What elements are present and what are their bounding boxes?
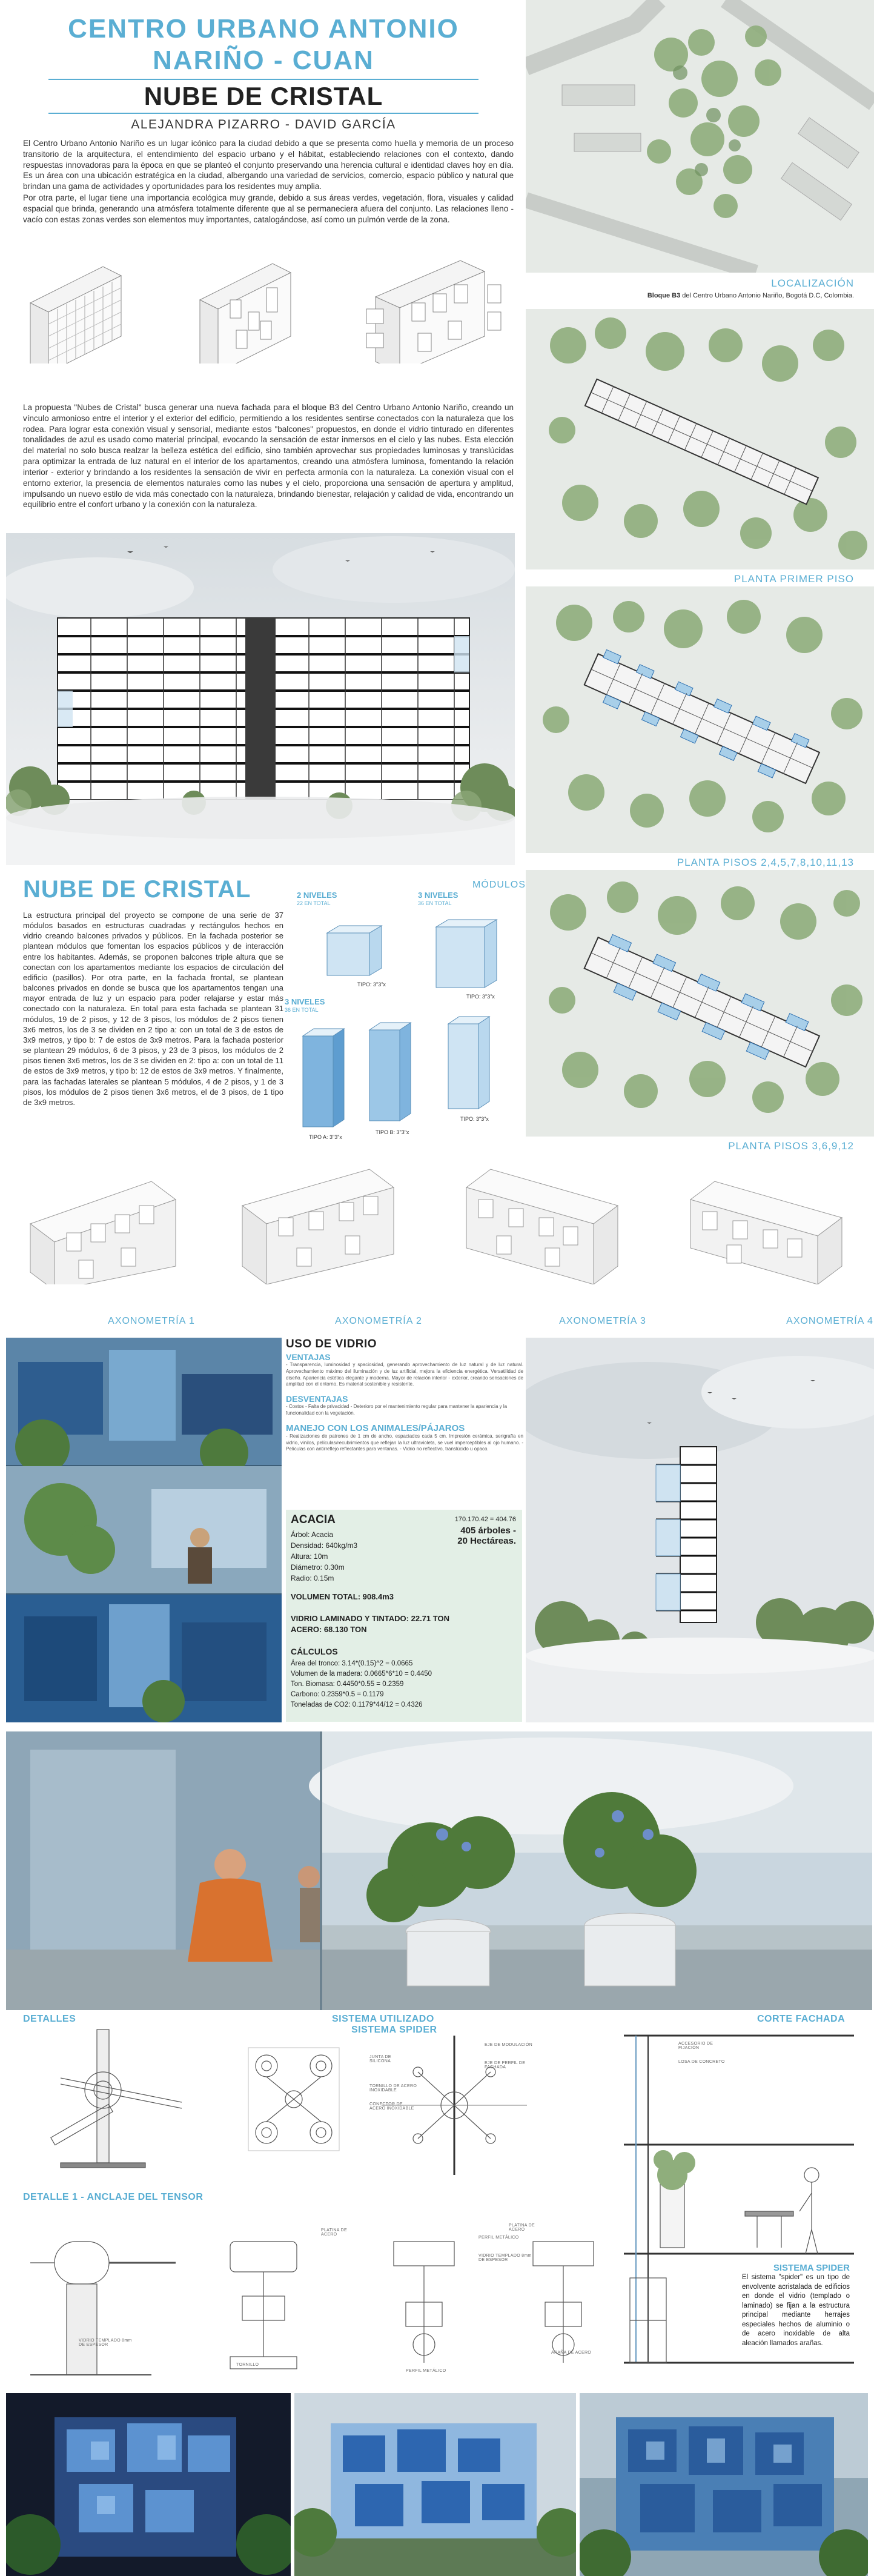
- header-block: [12, 13, 515, 132]
- side-section-render: [526, 1338, 874, 1722]
- typical-floor-label-a: PLANTA PISOS 2,4,5,7,8,10,11,13: [677, 857, 854, 868]
- project-subtitle: NUBE DE CRISTAL: [144, 82, 383, 110]
- tree-count: 405 árboles -: [460, 1525, 516, 1536]
- module-type-b: TIPO B: 3"3"x: [376, 1129, 409, 1135]
- laminated-glass-total: VIDRIO LAMINADO Y TINTADO: 22.71 TON: [291, 1614, 449, 1623]
- glass-disadvantages-text: - Costos - Falta de privacidad - Deterioro por el mantenimiento regular para mantener la apariencia y la funcionalidad con la vegetación.: [286, 1404, 508, 1416]
- calc-line-1: Área del tronco: 3.14*(0.15)^2 = 0.0665: [291, 1660, 413, 1667]
- calc-line-2: Volumen de la madera: 0.0665*6*10 = 0.4450: [291, 1670, 432, 1678]
- axonometry-drawings: [6, 1163, 866, 1284]
- module-2-niveles-label: 2 NIVELES: [297, 891, 337, 900]
- spider-system-heading: SISTEMA SPIDER: [351, 2025, 437, 2035]
- label-fixing-accessory: ACCESORIO DE FIJACIÓN: [678, 2042, 713, 2050]
- balcony-perspective-render: [6, 1731, 872, 2010]
- glass-advantages-heading: VENTAJAS: [286, 1352, 331, 1362]
- modules-title: NUBE DE CRISTAL: [23, 876, 251, 903]
- label-facade-profile-axis: EJE DE PERFIL DE FACHADA: [485, 2061, 526, 2070]
- system-used-heading: SISTEMA UTILIZADO: [332, 2014, 434, 2024]
- hectares: 20 Hectáreas.: [457, 1536, 516, 1546]
- tree-height: Altura: 10m: [291, 1552, 328, 1561]
- tree-density: Densidad: 640kg/m3: [291, 1541, 358, 1550]
- typical-floor-plan-b: [526, 870, 874, 1137]
- location-caption-block: Bloque B3: [647, 292, 681, 299]
- calculations-heading: CÁLCULOS: [291, 1647, 338, 1656]
- glass-advantages-text: - Transparencia, luminosidad y spaciosidad, generando aprovechamiento de luz natural y de luz natural. Aprovechamiento máximo del iluminación y de luz artificial, mejora la eficiencia energética. Versatilidad de diseño. Apariencia estética elegante y moderna. Mayor de relación interior - exterior, creando sensaciones de amplitud con el entorno. Es material sostenible y resistente.: [286, 1362, 523, 1387]
- label-steel-plate-2: PLATINA DE ACERO: [509, 2223, 535, 2232]
- axonometry-label-1: AXONOMETRÍA 1: [108, 1316, 195, 1326]
- axonometry-label-2: AXONOMETRÍA 2: [335, 1316, 422, 1326]
- module-type-a: TIPO A: 3"3"x: [309, 1134, 342, 1140]
- module-diagrams: [285, 891, 521, 1145]
- module-type-1: TIPO: 3"3"x: [357, 981, 386, 988]
- module-type-c: TIPO: 3"3"x: [460, 1116, 489, 1122]
- tree-formula: 170.170.42 = 404.76: [454, 1516, 516, 1523]
- detail-1-heading: DETALLE 1 - ANCLAJE DEL TENSOR: [23, 2192, 204, 2202]
- glass-title: USO DE VIDRIO: [286, 1338, 377, 1350]
- label-metal-profile-2: PERFIL METÁLICO: [406, 2369, 446, 2373]
- spider-explanation-title: SISTEMA SPIDER: [773, 2263, 850, 2273]
- tree-species-name: ACACIA: [291, 1513, 336, 1526]
- typical-floor-label-b: PLANTA PISOS 3,6,9,12: [728, 1140, 854, 1152]
- render-left-stack: [6, 1338, 282, 1722]
- axonometry-label-3: AXONOMETRÍA 3: [559, 1316, 646, 1326]
- bottom-render-3: [580, 2393, 868, 2576]
- bird-handling-heading: MANEJO CON LOS ANIMALES/PÁJAROS: [286, 1422, 465, 1433]
- tree-diameter: Diámetro: 0.30m: [291, 1563, 345, 1572]
- facade-elevation-render: [6, 533, 515, 865]
- label-concrete-slab: LOSA DE CONCRETO: [678, 2060, 725, 2064]
- page-title-line2: NARIÑO - CUAN: [153, 45, 374, 75]
- tree-species: Árbol: Acacia: [291, 1530, 334, 1539]
- total-volume: VOLUMEN TOTAL: 908.4m3: [291, 1592, 394, 1601]
- authors: ALEJANDRA PIZARRO - DAVID GARCÍA: [131, 118, 396, 131]
- steel-total: ACERO: 68.130 TON: [291, 1625, 367, 1634]
- module-3-niveles-count-a: 36 EN TOTAL: [418, 900, 452, 906]
- tree-radius: Radio: 0.15m: [291, 1574, 334, 1582]
- module-2-niveles-count: 22 EN TOTAL: [297, 900, 331, 906]
- label-screw: TORNILLO: [236, 2363, 259, 2367]
- details-heading: DETALLES: [23, 2014, 76, 2024]
- module-type-2: TIPO: 3"3"x: [466, 994, 495, 1000]
- location-plan: [526, 0, 874, 273]
- intro-paragraph-3: La propuesta "Nubes de Cristal" busca generar una nueva fachada para el bloque B3 del Centro Urbano Antonio Nariño, creando un vínculo armonioso entre el interior y el exterior del edificio, permitiendo a los residentes sentirse conectados con la naturaleza que los rodea. Para lograr esta conexión visual y sensorial, mediante estos "balcones" propuestos, en donde el vidrio tinturado en diferentes tonalidades de azul es usado como material principal, evocando la sensación de estar inmersos en el cielo y las nubes. Esta elección del material no solo busca realzar la belleza estética del edificio, sino también aprovechar sus propiedades luminosas y translúcidas para optimizar la entrada de luz natural en el interior de los apartamentos, creando una atmósfera luminosa, fomentando la relación interior - exterior y brindando a los residentes la sensación de vivir en perfecta armonía con la naturaleza. La conexión visual con el entorno exterior, la presencia de elementos naturales como las nubes y el cielo, proporciona una sensación de apertura y amplitud, impulsando un nuevo estilo de vida más conectado con la naturaleza, brindando bienestar, relajación y calidad de vida, encontrando un equilibrio entre el confort urbano y la conexión con la naturaleza.: [23, 403, 514, 510]
- label-steel-spider: ARAÑA DE ACERO: [551, 2351, 592, 2355]
- label-silicone-joint: JUNTA DE SILICONA: [369, 2055, 391, 2063]
- isometric-diagrams: [18, 242, 515, 363]
- bottom-render-1: [6, 2393, 291, 2576]
- location-label: LOCALIZACIÓN: [771, 277, 854, 289]
- location-caption: [526, 292, 854, 299]
- module-3-niveles-label-a: 3 NIVELES: [418, 891, 459, 900]
- glass-usage-panel: [286, 1338, 523, 1453]
- calc-line-4: Carbono: 0.2359*0.5 = 0.1179: [291, 1691, 384, 1698]
- bird-handling-text: - Realizaciones de patrones de 1 cm de ancho, espaciados cada 5 cm. Impresión cerámica, serigrafía en vidrio, vinilos, películas/recubrimientos que reflejan la luz ultravioleta, se vuel imperceptibles al ojo humano. - Películas con antirreflejo reflectantes para ventanas. - Vidrio no reflectivo, translúcido u opaco.: [286, 1433, 523, 1452]
- label-glass-1: VIDRIO TEMPLADO 8mm DE ESPESOR: [478, 2254, 532, 2262]
- module-3-niveles-label-b: 3 NIVELES: [285, 997, 325, 1006]
- calc-line-3: Ton. Biomasa: 0.4450*0.55 = 0.2359: [291, 1681, 404, 1688]
- first-floor-label: PLANTA PRIMER PISO: [733, 573, 854, 585]
- bottom-render-2: [294, 2393, 576, 2576]
- label-steel-plate-1: PLATINA DE ACERO: [321, 2228, 347, 2237]
- module-3-niveles-count-b: 36 EN TOTAL: [285, 1007, 319, 1013]
- location-caption-text: del Centro Urbano Antonio Nariño, Bogotá D.C, Colombia.: [680, 292, 854, 299]
- label-stainless-connector: CONECTOR DE ACERO INOXIDABLE: [369, 2102, 414, 2111]
- label-glass-2: VIDRIO TEMPLADO 8mm DE ESPESOR: [79, 2339, 132, 2347]
- typical-floor-plan-a: [526, 586, 874, 853]
- page-title-line1: CENTRO URBANO ANTONIO: [68, 14, 459, 44]
- label-stainless-screw: TORNILLO DE ACERO INOXIDABLE: [369, 2084, 417, 2093]
- facade-section-heading: CORTE FACHADA: [757, 2014, 846, 2024]
- spider-explanation-text: El sistema "spider" es un tipo de envolvente acristalada de edificios en donde el vidrio (templado o laminado) se fijan a la estructura principal mediante herrajes especiales hechos de aluminio o de acero inoxidable de alta aleación llamados arañas.: [742, 2274, 850, 2347]
- label-metal-profile-1: PERFIL METÁLICO: [478, 2236, 519, 2240]
- carbon-calculation-panel: [286, 1510, 522, 1722]
- axonometry-label-4: AXONOMETRÍA 4: [786, 1316, 873, 1326]
- first-floor-plan: [526, 309, 874, 569]
- label-modulation-axis: EJE DE MODULACIÓN: [485, 2043, 532, 2047]
- modules-text: La estructura principal del proyecto se compone de una serie de 37 módulos basados en estructuras cuadradas y rectángulos hechos en vidrio creando balcones privados y públicos. En la fachada posterior se plantean módulos que fomentan los espacios públicos y de interacción entre los habitantes. Además, se proponen balcones triple altura que se conectan con los apartamentos mediante los espacios de circulación del edificio (pasillos). Por otra parte, en la fachada frontal, se plantean balcones privados en donde se busca que los apartamentos tengan una mayor entrada de luz y un espacio para poder relajarse y estar más conectado con la naturaleza. En total para esta fachada se plantean 31 módulos, 19 de 2 pisos, y 12 de 3 pisos, los módulos de 2 pisos tienen 3x6 metros, los de 3 se dividen en 2 tipo a: con un total de 3 de estos de 3x9 metros, y tipo b: 7 de estos de 3x9 metros. Para la fachada posterior se plantean 29 módulos, 6 de 3 pisos, y 23 de 3 pisos, los módulos de 2 pisos tienen 3x6 metros, los de 3 se dividen en 2: tipo a: con un total de 11 de estos de 3x9 metros, y tipo b: 12 de estos de 3x9 metros. Y finalmente, para las fachadas laterales se plantean 5 módulos, 4 de 2 pisos, y 1 de 3 pisos, los módulos de 2 pisos tienen 3x6 metros, el de 3 pisos, de 1 tipo de 3x9 metros.: [23, 911, 283, 1107]
- intro-paragraph-2: Por otra parte, el lugar tiene una importancia ecológica muy grande, debido a sus áreas verdes, vegetación, flora, visuales y calidad espacial que brinda, generando una atmósfera totalmente diferente que al se permaneciera afuera del conjunto. Las relaciones lleno - vacío con estas zonas verdes son elementos muy importantes, catalogándose, así como un pulmón verde de la zona.: [23, 193, 514, 224]
- spider-system-explanation: [742, 2263, 850, 2348]
- calc-line-5: Toneladas de CO2: 0.1179*44/12 = 0.4326: [291, 1701, 423, 1708]
- glass-disadvantages-heading: DESVENTAJAS: [286, 1394, 348, 1404]
- modules-subtitle: MÓDULOS: [472, 880, 526, 890]
- intro-paragraph-1: El Centro Urbano Antonio Nariño es un lugar icónico para la ciudad debido a que se presenta como huella y memoria de un proceso transitorio de la arquitectura, el entendimiento del espacio urbano y el hábitat, estableciendo relaciones con el contexto, dando respuestas innovadoras para la época en que se planteó el conjunto preservando una herencia cultural e identidad claves hoy en día. Es un área con una ubicación estratégica en la ciudad, albergando una variedad de servicios, comercio, espacio público y natural que brindan una gama de actividades y oportunidades para los residentes muy amplia.: [23, 139, 514, 191]
